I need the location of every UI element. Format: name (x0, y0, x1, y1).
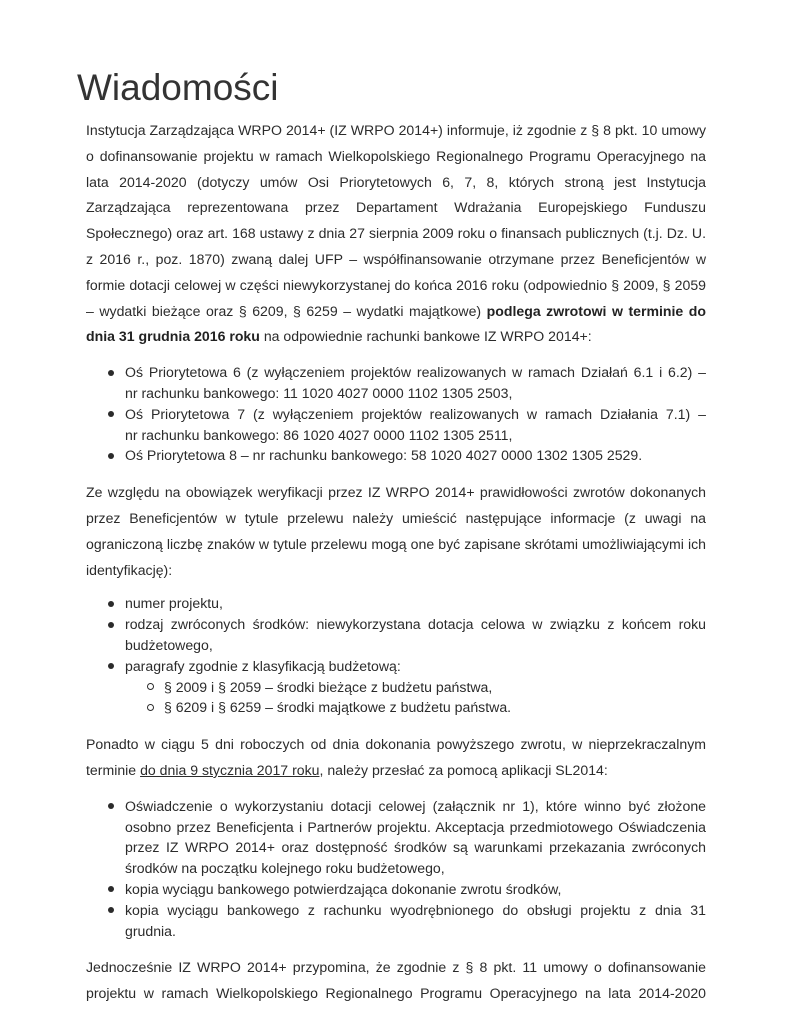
intro-text: Instytucja Zarządzająca WRPO 2014+ (IZ WRPO 2014+) informuje, iż zgodnie z § 8 pkt. 10 umowy o dofinansowanie projektu w ramach Wielkopolskiego Regionalnego Programu Operacyjnego na lata 2014-2020 (dotyczy umów Osi Priorytetowych 6, 7, 8, których stroną jest Instytucja Zarządzająca reprezentowana przez Departament Wdrażania Europejskiego Funduszu Społecznego) oraz art. 168 ustawy z dnia 27 sierpnia 2009 roku o finansach publicznych (t.j. Dz. U. z 2016 r., poz. 1870) zwaną dalej UFP – współfinansowanie otrzymane przez Beneficjentów w formie dotacji celowej w części niewykorzystanej do końca 2016 roku (odpowiednio § 2009, § 2059 – wydatki bieżące oraz § 6209, § 6259 – wydatki majątkowe) (86, 122, 706, 319)
deadline-bold-text: podlega zwrotowi w terminie do dnia 31 grudnia 2016 roku (86, 302, 706, 345)
sublist-item: § 6209 i § 6259 – środki majątkowe z budżetu państwa. (125, 697, 706, 718)
list-item: Oś Priorytetowa 8 – nr rachunku bankowego: 58 1020 4027 0000 1302 1305 2529. (86, 445, 706, 466)
article-body (86, 118, 706, 1007)
deadline-underlined-text: do dnia 9 stycznia 2017 roku (140, 761, 320, 778)
transfer-title-list (86, 593, 706, 718)
list-item: Oś Priorytetowa 6 (z wyłączeniem projektów realizowanych w ramach Działań 6.1 i 6.2) – nr rachunku bankowego: 11 1020 4027 0000 1102 1305 2503, (86, 362, 706, 404)
bank-accounts-list (86, 362, 706, 466)
list-item: Oś Priorytetowa 7 (z wyłączeniem projektów realizowanych w ramach Działania 7.1) – nr rachunku bankowego: 86 1020 4027 0000 1102 1305 2511, (86, 404, 706, 446)
reminder-paragraph: Jednocześnie IZ WRPO 2014+ przypomina, że zgodnie z § 8 pkt. 11 umowy o dofinansowanie projektu w ramach Wielkopolskiego Regionalnego Programu Operacyjnego na lata 2014-2020 (86, 959, 706, 1002)
list-item: Oświadczenie o wykorzystaniu dotacji celowej (załącznik nr 1), które winno być złożone osobno przez Beneficjenta i Partnerów projektu. Akceptacja przedmiotowego Oświadczenia przez IZ WRPO 2014+ oraz dostępność środków są warunkami przekazania zwróconych środków na początku kolejnego roku budżetowego, (86, 796, 706, 879)
list-item: numer projektu, (86, 593, 706, 614)
page-title: Wiadomości (77, 67, 279, 108)
budget-paragraphs-sublist (125, 677, 706, 719)
verification-paragraph: Ze względu na obowiązek weryfikacji przez IZ WRPO 2014+ prawidłowości zwrotów dokonanych przez Beneficjentów w tytule przelewu należy umieścić następujące informacje (z uwagi na ograniczoną liczbę znaków w tytule przelewu mogą one być zapisane skrótami umożliwiającymi ich identyfikację): (86, 484, 706, 578)
list-item: kopia wyciągu bankowego potwierdzająca dokonanie zwrotu środków, (86, 879, 706, 900)
list-item: paragrafy zgodnie z klasyfikacją budżetową: § 2009 i § 2059 – środki bieżące z budżetu państwa, § 6209 i § 6259 – środki majątkowe z budżetu państwa. (86, 656, 706, 718)
intro-paragraph (86, 118, 706, 350)
list-item: rodzaj zwróconych środków: niewykorzystana dotacja celowa w związku z końcem roku budżetowego, (86, 614, 706, 656)
list-item: kopia wyciągu bankowego z rachunku wyodrębnionego do obsługi projektu z dnia 31 grudnia. (86, 900, 706, 942)
intro-text-end: na odpowiednie rachunki bankowe IZ WRPO 2014+: (263, 328, 592, 345)
sublist-item: § 2009 i § 2059 – środki bieżące z budżetu państwa, (125, 677, 706, 698)
documents-list (86, 796, 706, 942)
documents-paragraph: Ponadto w ciągu 5 dni roboczych od dnia dokonania powyższego zwrotu, w nieprzekraczalnym terminie do dnia 9 stycznia 2017 roku, należy przesłać za pomocą aplikacji SL2014: (86, 736, 706, 778)
